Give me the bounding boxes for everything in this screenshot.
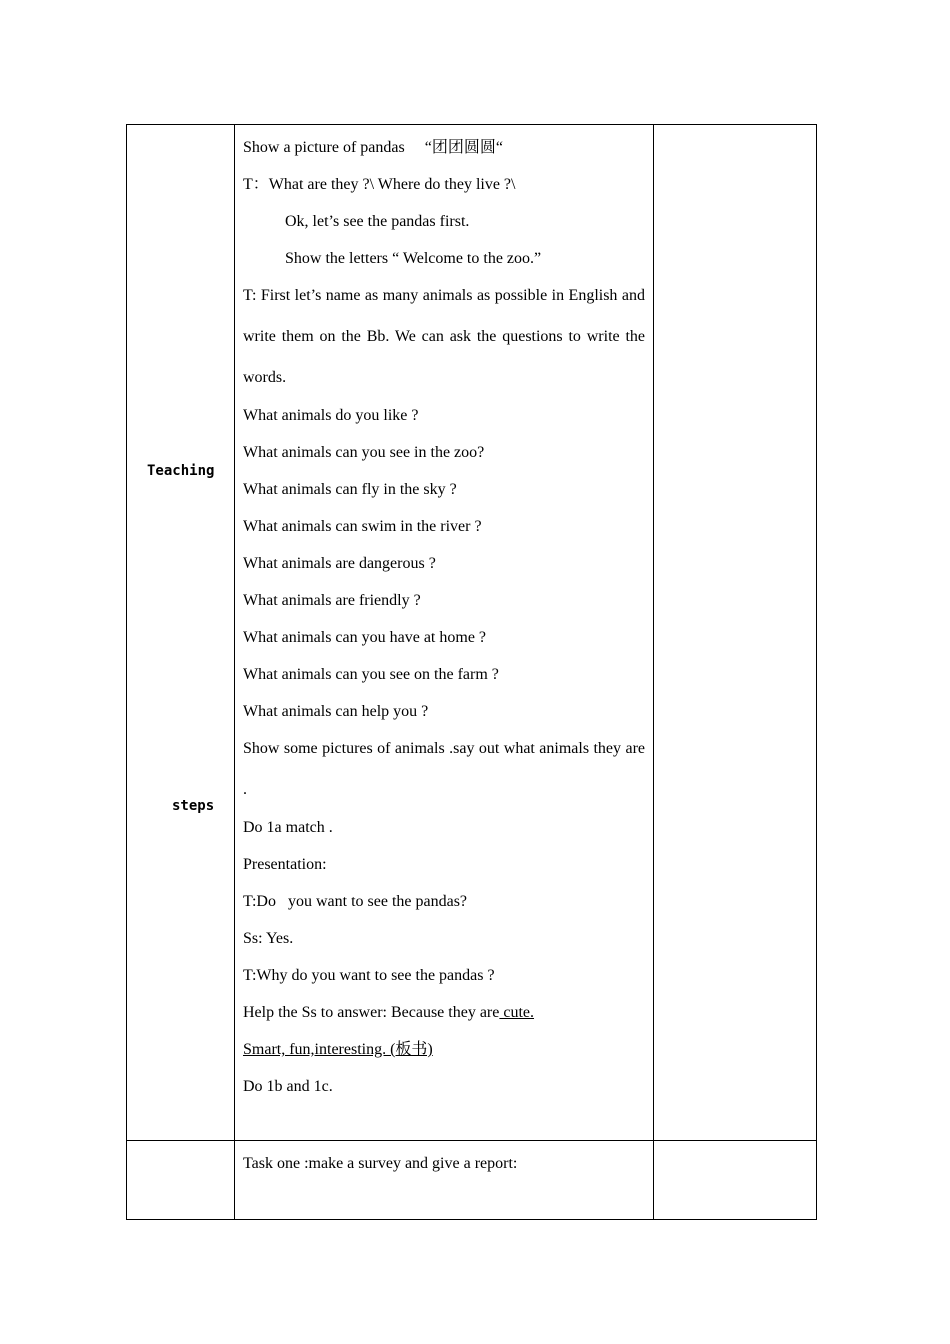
teaching-steps-row: [127, 125, 817, 1141]
answer-underlined: cute.: [499, 1004, 535, 1021]
label-cell: [127, 125, 235, 1141]
text-line: Presentation:: [243, 856, 327, 873]
teaching-label: Teaching: [147, 463, 215, 479]
text-line: Ss: Yes.: [243, 930, 294, 947]
question-line: What animals can swim in the river ?: [243, 518, 482, 535]
text-line: Show the letters “ Welcome to the zoo.”: [285, 250, 542, 267]
question-line: What animals can you see on the farm ?: [243, 666, 499, 683]
text-line: T：What are they ?\ Where do they live ?\: [243, 176, 516, 193]
text-line: Do 1b and 1c.: [243, 1078, 333, 1095]
answer-text: Help the Ss to answer: Because they are: [243, 1004, 500, 1021]
notes-cell: [654, 125, 817, 1141]
content-block: [235, 125, 653, 1105]
task-label-cell: [127, 1141, 235, 1220]
text-paragraph: T: First let’s name as many animals as possible in English and write them on the Bb. We can ask the questions to write the words.: [243, 287, 645, 386]
text-line: T:Why do you want to see the pandas ?: [243, 967, 495, 984]
board-writing-line: Smart, fun,interesting. (板书): [243, 1041, 433, 1058]
answer-line: [243, 994, 645, 1031]
question-line: What animals can help you ?: [243, 703, 429, 720]
content-cell: [235, 125, 654, 1141]
text-paragraph: Show some pictures of animals .say out what animals they are .: [243, 740, 645, 798]
question-line: What animals can you have at home ?: [243, 629, 487, 646]
task-line: Task one :make a survey and give a report:: [243, 1155, 518, 1172]
text-line: Ok, let’s see the pandas first.: [285, 213, 470, 230]
text-line: Do 1a match .: [243, 819, 333, 836]
text-line: T:Do you want to see the pandas?: [243, 893, 468, 910]
question-line: What animals do you like ?: [243, 407, 419, 424]
question-line: What animals can fly in the sky ?: [243, 481, 457, 498]
lesson-plan-table: [126, 124, 817, 1220]
question-line: What animals can you see in the zoo?: [243, 444, 485, 461]
text-line: Show a picture of pandas “团团圆圆“: [243, 139, 503, 156]
steps-label: steps: [172, 798, 215, 814]
task-row: [127, 1141, 817, 1220]
task-content-cell: [235, 1141, 654, 1220]
task-notes-cell: [654, 1141, 817, 1220]
question-line: What animals are friendly ?: [243, 592, 421, 609]
task-block: [235, 1141, 653, 1182]
question-line: What animals are dangerous ?: [243, 555, 436, 572]
